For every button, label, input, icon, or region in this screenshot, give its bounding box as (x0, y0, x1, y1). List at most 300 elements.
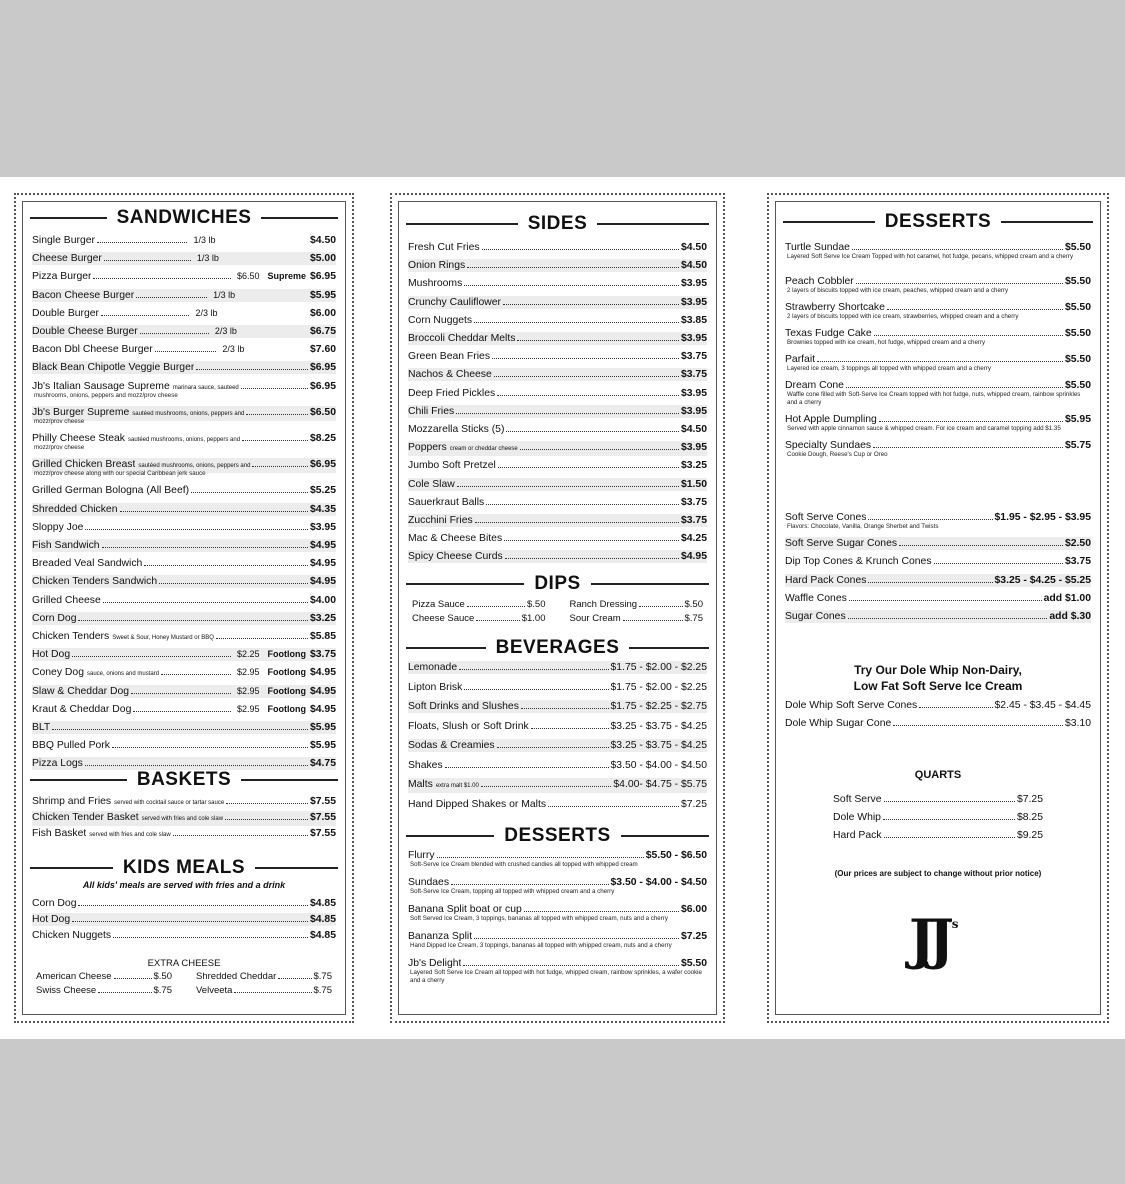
menu-item (32, 343, 336, 356)
kids-heading: KIDS MEALS (30, 857, 338, 879)
item-variant: Footlong (267, 649, 306, 660)
item-name: Velveeta (196, 985, 233, 996)
leader-dots (494, 376, 679, 377)
item-name: Cheese Burger (32, 253, 102, 265)
item-variant: Footlong (267, 703, 306, 714)
leader-dots (445, 767, 609, 768)
item-price: $6.00 (680, 904, 707, 915)
extra-cheese-title: EXTRA CHEESE (147, 958, 221, 969)
leader-dots (503, 304, 679, 305)
leader-dots (234, 992, 311, 993)
menu-item (32, 594, 336, 607)
menu-item (32, 289, 336, 302)
leader-dots (486, 504, 679, 505)
quarts-title: QUARTS (914, 769, 962, 781)
leader-dots (278, 978, 311, 979)
item-name: Philly Cheese Steak (32, 433, 125, 444)
item-price: $3.25 - $3.75 - $4.25 (610, 720, 707, 732)
item-name: Dole Whip Soft Serve Cones (785, 700, 918, 711)
item-variant: Footlong (267, 685, 306, 696)
menu-item (408, 798, 707, 811)
menu-item (32, 913, 336, 926)
item-price: add $.30 (1049, 611, 1091, 622)
item-price: $4.85 (309, 930, 336, 941)
item-name: Jb's Delight (408, 958, 462, 969)
menu-item (408, 496, 707, 509)
item-size: 2/3 lb (195, 307, 218, 318)
menu-item (408, 296, 707, 309)
leader-dots (464, 285, 679, 286)
item-price: $4.95 (309, 540, 336, 551)
item-name: Soft Serve (833, 794, 882, 805)
leader-dots (846, 387, 1063, 388)
leader-dots (78, 620, 308, 621)
leader-dots (226, 803, 308, 804)
item-name: Waffle Cones (785, 592, 847, 604)
item-name: Fish Basket (32, 828, 87, 839)
item-price: $4.95 (309, 685, 336, 697)
item-description: Layered ice cream, 3 toppings all topped with whipped cream and a cherry (787, 365, 991, 372)
item-name: Pizza Logs (32, 758, 83, 770)
menu-item (32, 703, 336, 716)
menu-item (408, 720, 707, 733)
leader-dots (241, 388, 308, 389)
leader-dots (884, 837, 1015, 838)
item-name: Breaded Veal Sandwich (32, 558, 143, 570)
leader-dots (849, 600, 1042, 601)
item-price: $5.50 (1064, 276, 1091, 287)
leader-dots (467, 606, 525, 607)
item-name: Slaw & Cheddar Dog (32, 685, 130, 697)
item-description: Soft-Serve Ice Cream, topping all topped with whipped cream and a cherry (410, 888, 615, 895)
item-price: $4.85 (309, 898, 336, 909)
item-name: Sloppy Joe (32, 521, 84, 533)
item-name: Bacon Cheese Burger (32, 289, 135, 301)
item-description: Soft-Serve Ice Cream blended with crushed candies all topped with whipped cream (410, 861, 638, 868)
desserts-heading-2: DESSERTS (406, 825, 709, 847)
menu-item (408, 277, 707, 290)
leader-dots (884, 801, 1015, 802)
item-note: extra malt $1.00 (435, 783, 479, 789)
baskets-heading: BASKETS (30, 769, 338, 791)
leader-dots (52, 729, 308, 730)
item-price: $1.75 - $2.00 - $2.25 (610, 662, 707, 673)
item-price: $4.25 (680, 533, 707, 545)
leader-dots (451, 884, 608, 885)
item-price: $5.95 (1064, 414, 1091, 425)
menu-item (785, 592, 1091, 605)
menu-item (408, 423, 707, 436)
item-note: served with fries and cole slaw (89, 832, 171, 838)
menu-item (32, 795, 336, 810)
item-price: $3.95 (680, 442, 707, 454)
item-name: Fish Sandwich (32, 540, 100, 551)
leader-dots (97, 242, 188, 243)
item-price: $5.50 (1064, 354, 1091, 365)
item-name: Single Burger (32, 235, 95, 246)
item-price: $5.50 (1064, 380, 1091, 391)
item-name: Fresh Cut Fries (408, 242, 480, 253)
item-name: Sugar Cones (785, 611, 846, 622)
item-name: Chicken Nuggets (32, 930, 112, 941)
leader-dots (934, 563, 1063, 564)
item-price: $4.50 (680, 260, 707, 272)
leader-dots (467, 267, 679, 268)
leader-dots (437, 857, 644, 858)
item-price: $.75 (153, 985, 172, 996)
item-price: $.75 (684, 613, 703, 624)
menu-item (408, 314, 707, 327)
menu-item (32, 827, 336, 842)
menu-item (32, 252, 336, 265)
item-price: $7.60 (310, 344, 336, 356)
item-price: $4.00 (309, 594, 336, 606)
leader-dots (879, 421, 1063, 422)
item-price: $4.95 (309, 667, 336, 679)
leader-dots (817, 361, 1063, 362)
leader-dots (623, 620, 683, 621)
item-price: $4.50 (680, 242, 707, 253)
item-price: $8.25 (309, 433, 336, 444)
leader-dots (159, 583, 308, 584)
item-name: Chicken Tender Basket (32, 812, 139, 823)
leader-dots (476, 620, 519, 621)
item-price: $6.95 (309, 362, 336, 374)
item-description: Layered Soft Serve Ice Cream Topped with hot caramel, hot fudge, pecans, whipped cream and a cherry (787, 253, 1074, 260)
item-note: sautéed mushrooms, onions, peppers and (138, 463, 251, 470)
menu-item (32, 721, 336, 734)
item-name: BBQ Pulled Pork (32, 740, 110, 752)
item-name: Jumbo Soft Pretzel (408, 460, 496, 472)
item-price: $.75 (313, 985, 332, 996)
item-price: $6.95 (309, 459, 336, 471)
item-name: American Cheese (36, 971, 112, 982)
item-price: $5.95 (309, 740, 336, 752)
item-name: Hard Pack (833, 830, 882, 841)
leader-dots (136, 297, 207, 298)
item-name: Swiss Cheese (36, 985, 97, 996)
item-price: $4.95 (309, 576, 336, 588)
item-price: $9.25 (1016, 830, 1043, 841)
leader-dots (196, 369, 308, 370)
item-name: Shrimp and Fries (32, 796, 112, 807)
menu-item (785, 555, 1091, 568)
item-name: Lipton Brisk (408, 681, 463, 693)
item-price: $2.50 (1064, 538, 1091, 550)
item-name: Poppers (408, 442, 447, 454)
item-name: Broccoli Cheddar Melts (408, 333, 516, 344)
item-price: $4.50 (310, 235, 336, 246)
item-name: Chili Fries (408, 405, 455, 417)
item-name: Grilled Chicken Breast (32, 459, 136, 471)
leader-dots (85, 765, 308, 766)
item-name: Sodas & Creamies (408, 740, 495, 751)
item-description: Cookie Dough, Reese's Cup or Oreo (787, 451, 888, 458)
menu-item (408, 241, 707, 254)
panel-sides (390, 193, 725, 1023)
item-name: Cheese Sauce (412, 613, 475, 624)
item-description: mozz/prov cheese (34, 444, 85, 451)
item-name: Double Burger (32, 307, 100, 319)
paired-item-row (36, 985, 332, 997)
leader-dots (191, 492, 308, 493)
dole-title-2: Low Fat Soft Serve Ice Cream (853, 679, 1023, 693)
item-size: 1/3 lb (196, 253, 219, 264)
menu-item (32, 325, 336, 338)
leader-dots (517, 340, 679, 341)
dips-heading: DIPS (406, 573, 709, 595)
menu-item (32, 521, 336, 534)
item-price: $7.25 (680, 798, 707, 810)
paired-item-row (412, 613, 703, 625)
item-price: $3.95 (680, 405, 707, 417)
item-size: 1/3 lb (213, 289, 236, 300)
menu-item (408, 514, 707, 527)
menu-item (32, 630, 336, 645)
item-name: Jb's Burger Supreme (32, 406, 130, 418)
item-name: Dole Whip Sugar Cone (785, 718, 892, 729)
leader-dots (548, 806, 679, 807)
item-price: $4.95 (309, 703, 336, 715)
menu-item (32, 575, 336, 588)
leader-dots (883, 819, 1015, 820)
item-price: $3.25 - $3.75 - $4.25 (610, 740, 707, 751)
menu-item (408, 759, 707, 772)
leader-dots (225, 819, 308, 820)
menu-item (32, 234, 336, 247)
item-name: Mushrooms (408, 278, 463, 290)
item-price: $6.00 (309, 307, 336, 319)
leader-dots (102, 547, 308, 548)
leader-dots (459, 669, 608, 670)
menu-item (785, 537, 1091, 550)
menu-item (785, 574, 1091, 587)
menu-item (32, 612, 336, 625)
item-note: Sweet & Sour, Honey Mustard or BBQ (112, 635, 214, 641)
item-name: Coney Dog (32, 667, 84, 679)
leader-dots (98, 992, 151, 993)
item-price: $3.95 (680, 333, 707, 344)
item-size: $2.95 (236, 703, 260, 714)
leader-dots (482, 249, 679, 250)
item-note: served with fries and cole slaw (141, 816, 224, 822)
item-price: $3.50 - $4.00 - $4.50 (610, 877, 707, 888)
leader-dots (887, 309, 1063, 310)
item-description: mozz/prov cheese along with our special Caribbean jerk sauce (34, 470, 206, 478)
menu-item (32, 270, 336, 283)
menu-item (408, 681, 707, 694)
item-price: $5.00 (309, 253, 336, 265)
leader-dots (173, 835, 308, 836)
item-name: Bacon Dbl Cheese Burger (32, 344, 153, 356)
item-name: Jb's Italian Sausage Supreme (32, 380, 170, 392)
item-name: Shakes (408, 759, 443, 771)
leader-dots (140, 333, 209, 334)
leader-dots (492, 358, 679, 359)
leader-dots (113, 937, 308, 938)
item-name: Pizza Burger (32, 271, 92, 283)
leader-dots (161, 674, 231, 675)
menu-item (408, 259, 707, 272)
menu-item (32, 307, 336, 320)
item-price: add $1.00 (1043, 592, 1091, 604)
item-name: Floats, Slush or Soft Drink (408, 720, 529, 732)
leader-dots (497, 395, 679, 396)
item-note: sautéed mushrooms, onions, peppers and (132, 410, 245, 417)
leader-dots (133, 711, 231, 712)
item-price: $8.25 (1016, 812, 1043, 823)
item-name: Mozzarella Sticks (5) (408, 424, 505, 435)
item-name: Sour Cream (569, 613, 621, 624)
sides-heading: SIDES (406, 213, 709, 235)
leader-dots (475, 522, 679, 523)
menu-item (408, 350, 707, 363)
leader-dots (506, 431, 679, 432)
item-price: $.50 (527, 599, 546, 610)
menu-item (408, 661, 707, 674)
leader-dots (852, 249, 1063, 250)
item-name: Texas Fudge Cake (785, 328, 872, 339)
leader-dots (639, 606, 682, 607)
menu-item (32, 557, 336, 570)
item-name: Spicy Cheese Curds (408, 551, 503, 563)
menu-item (408, 387, 707, 400)
item-price: $3.75 (680, 496, 707, 508)
leader-dots (919, 707, 992, 708)
item-name: Double Cheese Burger (32, 326, 138, 337)
item-price: $5.50 (1064, 242, 1091, 253)
menu-item (833, 829, 1043, 842)
item-name: Hot Apple Dumpling (785, 414, 877, 425)
item-price: $3.25 (309, 612, 336, 624)
item-name: Bananza Split (408, 931, 473, 942)
leader-dots (103, 602, 308, 603)
sandwiches-heading: SANDWICHES (30, 207, 338, 229)
item-description: Soft Served Ice Cream, 3 toppings, bananas all topped with whipped cream, nuts and a cherry (410, 915, 668, 922)
item-price: $4.00- $4.75 - $5.75 (613, 779, 707, 790)
item-name: Lemonade (408, 662, 458, 673)
leader-dots (848, 618, 1048, 619)
item-price: $3.25 (680, 460, 707, 472)
item-description: 2 layers of biscuits topped with ice cream, strawberries, whipped cream and a cherry (787, 313, 1019, 320)
menu-item (833, 793, 1043, 806)
item-price: $6.95 (309, 380, 336, 392)
leader-dots (531, 728, 609, 729)
item-price: $1.75 - $2.00 - $2.25 (610, 681, 707, 693)
item-name: Zucchini Fries (408, 515, 473, 526)
item-size: $2.95 (236, 667, 260, 678)
price-notice: (Our prices are subject to change without prior notice) (834, 869, 1042, 878)
kids-note: All kids' meals are served with fries and a drink (82, 880, 286, 890)
leader-dots (856, 283, 1063, 284)
item-price: $6.50 (309, 406, 336, 418)
item-name: Dream Cone (785, 380, 844, 391)
item-name: Grilled German Bologna (All Beef) (32, 485, 190, 497)
leader-dots (457, 486, 679, 487)
menu-item (408, 332, 707, 345)
item-price: $3.75 (680, 351, 707, 363)
menu-item (408, 441, 707, 456)
item-name: Hot Dog (32, 914, 71, 925)
menu-item (408, 405, 707, 418)
item-price: $7.25 (1016, 794, 1043, 805)
item-price: $4.75 (309, 758, 336, 770)
item-name: Hot Dog (32, 649, 71, 661)
item-name: Shredded Chicken (32, 503, 118, 515)
menu-item (408, 459, 707, 472)
item-name: Chicken Tenders (32, 631, 110, 642)
menu-item (32, 484, 336, 497)
item-price: $3.95 (680, 278, 707, 290)
menu-item (408, 739, 707, 752)
item-name: Mac & Cheese Bites (408, 533, 503, 545)
menu-item (833, 811, 1043, 824)
item-price: $4.95 (680, 551, 707, 563)
item-name: Ranch Dressing (569, 599, 638, 610)
leader-dots (155, 351, 217, 352)
item-price: $1.50 (680, 478, 707, 490)
item-price: $6.75 (309, 326, 336, 337)
item-name: Pizza Sauce (412, 599, 465, 610)
item-price: $4.50 (680, 424, 707, 435)
item-name: Soft Drinks and Slushes (408, 701, 519, 712)
item-price: $5.85 (309, 631, 336, 642)
menu-item (32, 685, 336, 698)
item-price: $.50 (153, 971, 172, 982)
leader-dots (504, 540, 679, 541)
item-name: Grilled Cheese (32, 594, 101, 606)
leader-dots (216, 638, 308, 639)
menu-item (32, 361, 336, 374)
item-name: Soft Serve Sugar Cones (785, 538, 898, 550)
item-price: $3.95 (680, 296, 707, 308)
leader-dots (868, 582, 992, 583)
leader-dots (899, 545, 1063, 546)
leader-dots (85, 529, 308, 530)
item-name: Corn Nuggets (408, 314, 473, 326)
menu-item (32, 929, 336, 942)
item-name: Crunchy Cauliflower (408, 296, 501, 308)
item-description: Served with apple cinnamon sauce & whipped cream. For ice cream and caramel topping add $1.35 (787, 425, 1061, 432)
item-name: Hand Dipped Shakes or Malts (408, 798, 547, 810)
item-price: $5.95 (310, 289, 336, 301)
item-price: $3.95 (309, 521, 336, 533)
menu-item (408, 368, 707, 381)
item-price: $5.50 (680, 958, 707, 969)
jbs-logo: $JJ^{'s}$ (909, 907, 959, 971)
item-size: 1/3 lb (193, 235, 216, 245)
leader-dots (104, 260, 191, 261)
item-name: Specialty Sundaes (785, 440, 872, 451)
desserts-heading-3: DESSERTS (783, 211, 1093, 233)
item-description: Flavors: Chocolate, Vanilla, Orange Sherbet and Twists (787, 523, 939, 530)
leader-dots (481, 786, 612, 787)
item-description: Layered Soft Serve Ice Cream all topped with hot fudge, whipped cream, rainbow sprinkles, a wafer cookie and a cherry (410, 969, 702, 984)
item-price: $6.95 (309, 271, 336, 283)
item-description: 2 layers of biscuits topped with ice cream, peaches, whipped cream and a cherry (787, 287, 1009, 294)
item-name: Strawberry Shortcake (785, 302, 885, 313)
item-name: Nachos & Cheese (408, 369, 492, 381)
item-price: $5.50 (1064, 302, 1091, 313)
menu-item (32, 739, 336, 752)
item-name: Parfait (785, 354, 816, 365)
menu-item (408, 532, 707, 545)
item-price: $5.50 (1064, 328, 1091, 339)
leader-dots (520, 449, 679, 450)
item-price: $5.95 (309, 722, 336, 733)
leader-dots (78, 905, 308, 906)
item-note: marinara sauce, sauteed (172, 384, 239, 391)
